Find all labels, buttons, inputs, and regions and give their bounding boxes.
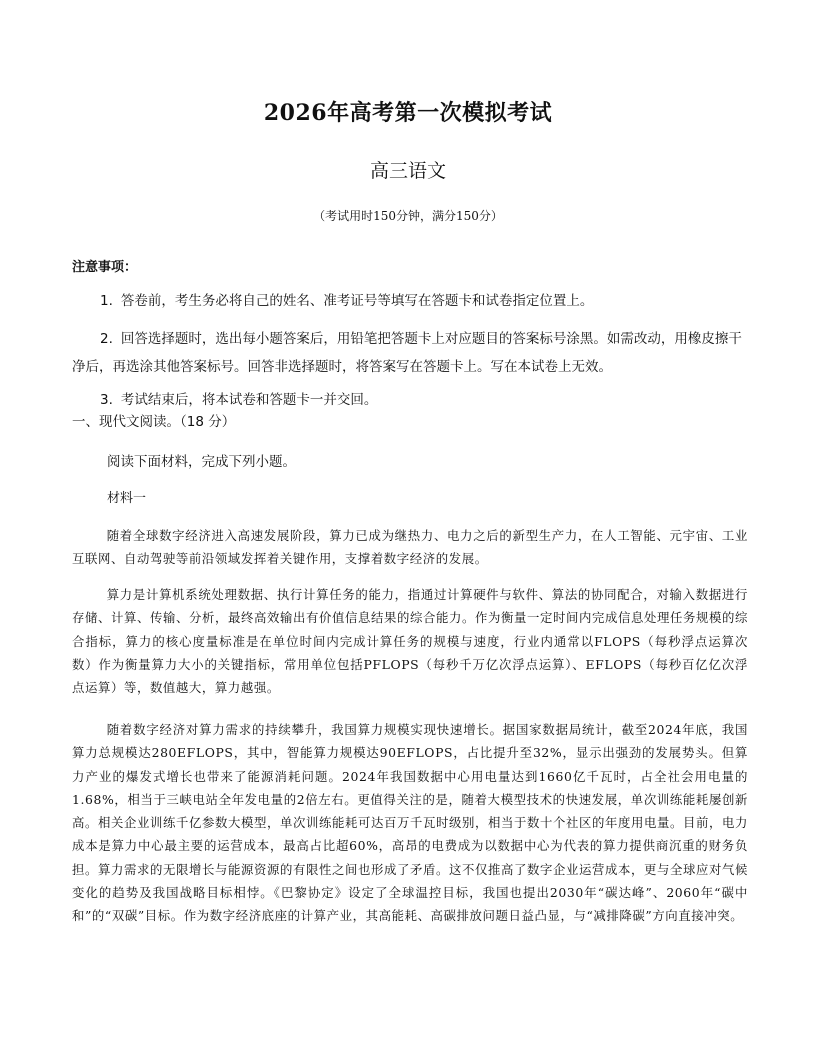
notice-item xyxy=(72,287,748,315)
notice-item xyxy=(72,325,748,381)
exam-subtitle: 高三语文 xyxy=(369,160,446,182)
notice-number: 3. xyxy=(100,392,113,408)
notice-text: 答卷前，考生务必将自己的姓名、准考证号等填写在答题卡和试卷指定位置上。 xyxy=(120,293,594,309)
notice-number: 1. xyxy=(100,293,113,309)
notice-text: 回答选择题时，选出每小题答案后，用铅笔把答题卡上对应题目的答案标号涂黑。如需改动，用橡皮擦干净后，再选涂其他答案标号。回答非选择题时，将答案写在答题卡上。写在本试卷上无效。 xyxy=(72,331,742,375)
notice-heading: 注意事项： xyxy=(72,260,138,275)
material-paragraph: 随着数字经济对算力需求的持续攀升，我国算力规模实现快速增长。据国家数据局统计，截至2024年底，我国算力总规模达280EFLOPS，其中，智能算力规模达90EFLOPS，占比提升至32%，显示出强劲的发展势头。但算力产业的爆发式增长也带来了能源消耗问题。2024年我国数据中心用电量达到1660亿千瓦时，占全社会用电量的1.68%，相当于三峡电站全年发电量的2倍左右。更值得关注的是，随着大模型技术的快速发展，单次训练能耗屡创新高。相关企业训练千亿参数大模型，单次训练能耗可达百万千瓦时级别，相当于数十个社区的年度用电量。目前，电力成本是算力中心最主要的运营成本，最高占比超60%，高昂的电费成为以数据中心为代表的算力提供商沉重的财务负担。算力需求的无限增长与能源资源的有限性之间也形成了矛盾。这不仅推高了数字企业运营成本，更与全球应对气候变化的趋势及我国战略目标相悖。《巴黎协定》设定了全球温控目标，我国也提出2030年“碳达峰”、2060年“碳中和”的“双碳”目标。作为数字经济底座的计算产业，其高能耗、高碳排放问题日益凸显，与“减排降碳”方向直接冲突。 xyxy=(72,722,748,924)
material-label: 材料一 xyxy=(107,491,147,506)
material-paragraph: 算力是计算机系统处理数据、执行计算任务的能力，指通过计算硬件与软件、算法的协同配合，对输入数据进行存储、计算、传输、分析，最终高效输出有价值信息结果的综合能力。作为衡量一定时间内完成信息处理任务规模的综合指标，算力的核心度量标准是在单位时间内完成计算任务的规模与速度，行业内通常以FLOPS（每秒浮点运算次数）作为衡量算力大小的关键指标，常用单位包括PFLOPS（每秒千万亿次浮点运算）、EFLOPS（每秒百亿亿次浮点运算）等，数值越大，算力越强。 xyxy=(72,587,748,696)
section-heading: 一、现代文阅读。（18 分） xyxy=(72,414,236,430)
material-paragraph: 随着全球数字经济进入高速发展阶段，算力已成为继热力、电力之后的新型生产力，在人工智能、元宇宙、工业互联网、自动驾驶等前沿领域发挥着关键作用，支撑着数字经济的发展。 xyxy=(72,528,748,567)
notice-number: 2. xyxy=(100,331,113,347)
exam-title: 2026年高考第一次模拟考试 xyxy=(263,100,553,126)
reading-instruction: 阅读下面材料，完成下列小题。 xyxy=(107,454,296,470)
notice-text: 考试结束后，将本试卷和答题卡一并交回。 xyxy=(120,392,378,408)
exam-info: （考试用时150分钟，满分150分） xyxy=(313,209,503,223)
